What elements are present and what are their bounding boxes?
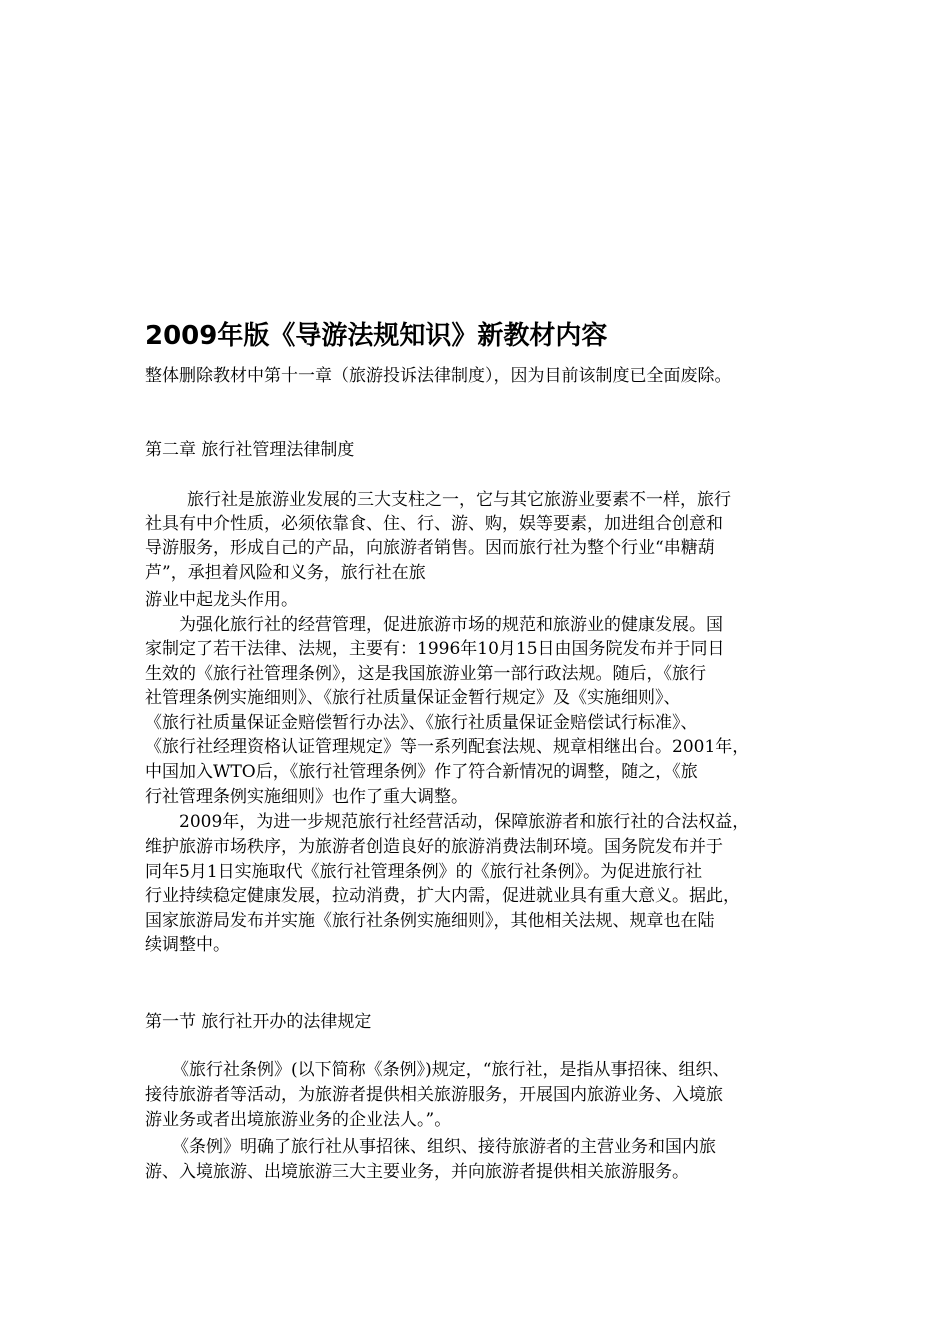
paragraph-line: 行业持续稳定健康发展，拉动消费，扩大内需，促进就业具有重大意义。据此， [145, 886, 740, 906]
paragraph-line: 为强化旅行社的经营管理，促进旅游市场的规范和旅游业的健康发展。国 [179, 615, 723, 635]
paragraph-line: 《旅行社质量保证金赔偿暂行办法》、《旅行社质量保证金赔偿试行标准》、 [145, 713, 698, 733]
paragraph-line: 生效的《旅行社管理条例》，这是我国旅游业第一部行政法规。随后，《旅行 [145, 664, 706, 684]
paragraph-line: 游业中起龙头作用。 [145, 590, 298, 610]
paragraph-line: 行社管理条例实施细则》也作了重大调整。 [145, 787, 468, 807]
paragraph-line: 《旅行社条例》(以下简称《条例》)规定，“旅行社，是指从事招徕、组织、 [172, 1060, 730, 1080]
paragraph-line: 《旅行社经理资格认证管理规定》等一系列配套法规、规章相继出台。2001年， [145, 737, 750, 757]
paragraph-line: 游业务或者出境旅游业务的企业法人。”。 [145, 1110, 452, 1130]
paragraph-line: 国家旅游局发布并实施《旅行社条例实施细则》，其他相关法规、规章也在陆 [145, 911, 715, 931]
intro-text: 整体删除教材中第十一章（旅游投诉法律制度），因为目前该制度已全面废除。 [145, 366, 732, 386]
paragraph-line: 《条例》明确了旅行社从事招徕、组织、接待旅游者的主营业务和国内旅 [172, 1137, 716, 1157]
paragraph-line: 社管理条例实施细则》、《旅行社质量保证金暂行规定》及《实施细则》、 [145, 688, 681, 708]
paragraph-line: 续调整中。 [145, 935, 230, 955]
paragraph-line: 家制定了若干法律、法规，主要有：1996年10月15日由国务院发布并于同日 [145, 639, 725, 659]
paragraph-line: 芦”，承担着风险和义务，旅行社在旅 [145, 563, 426, 583]
paragraph-line: 接待旅游者等活动，为旅游者提供相关旅游服务，开展国内旅游业务、入境旅 [145, 1085, 723, 1105]
document-title: 2009年版《导游法规知识》新教材内容 [145, 321, 608, 351]
paragraph-line: 中国加入WTO后，《旅行社管理条例》作了符合新情况的调整，随之，《旅 [145, 762, 698, 782]
paragraph-line: 同年5月1日实施取代《旅行社管理条例》的《旅行社条例》。为促进旅行社 [145, 862, 703, 882]
section-heading: 第一节 旅行社开办的法律规定 [145, 1012, 372, 1032]
chapter-heading: 第二章 旅行社管理法律制度 [145, 440, 355, 460]
paragraph-line: 维护旅游市场秩序，为旅游者创造良好的旅游消费法制环境。国务院发布并于 [145, 837, 723, 857]
paragraph-line: 社具有中介性质，必须依靠食、住、行、游、购，娱等要素，加进组合创意和 [145, 514, 723, 534]
paragraph-line: 游、入境旅游、出境旅游三大主要业务，并向旅游者提供相关旅游服务。 [145, 1162, 689, 1182]
paragraph-line: 2009年，为进一步规范旅行社经营活动，保障旅游者和旅行社的合法权益， [179, 812, 750, 832]
paragraph-line: 旅行社是旅游业发展的三大支柱之一，它与其它旅游业要素不一样，旅行 [187, 490, 731, 510]
paragraph-line: 导游服务，形成自己的产品，向旅游者销售。因而旅行社为整个行业“串糖葫 [145, 538, 715, 558]
